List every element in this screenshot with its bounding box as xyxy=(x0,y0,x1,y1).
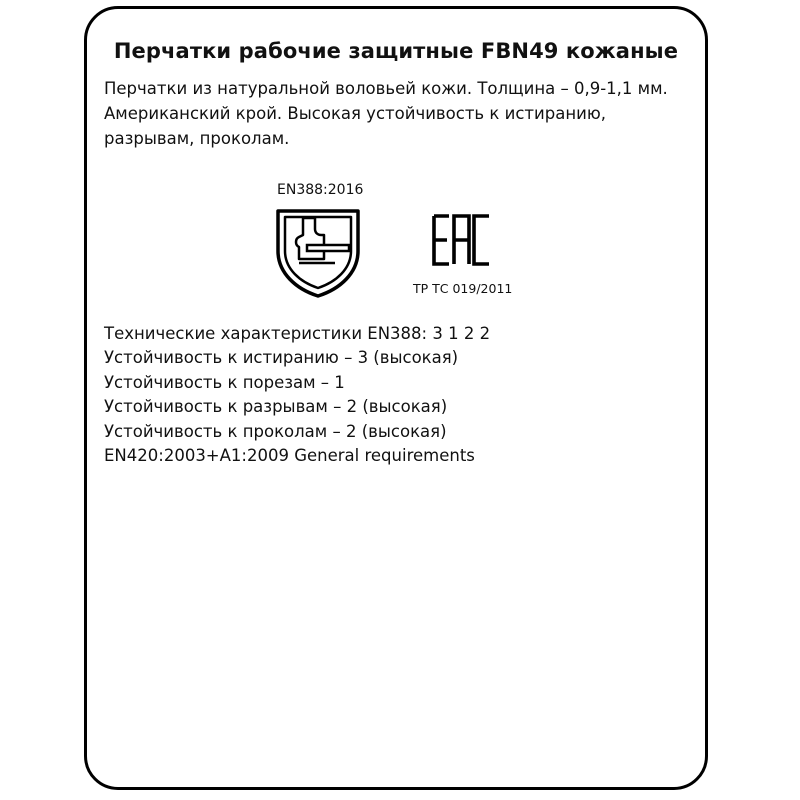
eac-mark-icon xyxy=(432,214,492,266)
description-line: разрывам, проколам. xyxy=(104,129,290,148)
spec-item: Устойчивость к разрывам – 2 (высокая) xyxy=(104,397,448,417)
en388-standard-label: EN388:2016 xyxy=(277,182,364,198)
spec-item: Технические характеристики EN388: 3 1 2 2 xyxy=(104,324,491,343)
product-description xyxy=(104,76,704,151)
spec-item: Устойчивость к порезам – 1 xyxy=(104,372,345,392)
protective-glove-shield-icon xyxy=(275,207,361,299)
eac-regulation-label: ТР ТС 019/2011 xyxy=(413,281,513,296)
product-title: Перчатки рабочие защитные FBN49 кожаные xyxy=(113,39,679,63)
spec-item: Устойчивость к проколам – 2 (высокая) xyxy=(104,421,447,441)
description-line: Перчатки из натуральной воловьей кожи. Толщина – 0,9-1,1 мм. xyxy=(104,79,668,98)
description-line: Американский крой. Высокая устойчивость к истиранию, xyxy=(104,104,606,123)
spec-item: Устойчивость к истиранию – 3 (высокая) xyxy=(104,348,459,368)
technical-specs-list xyxy=(104,322,704,468)
spec-item: EN420:2003+A1:2009 General requirements xyxy=(104,446,475,466)
product-card xyxy=(84,6,708,790)
